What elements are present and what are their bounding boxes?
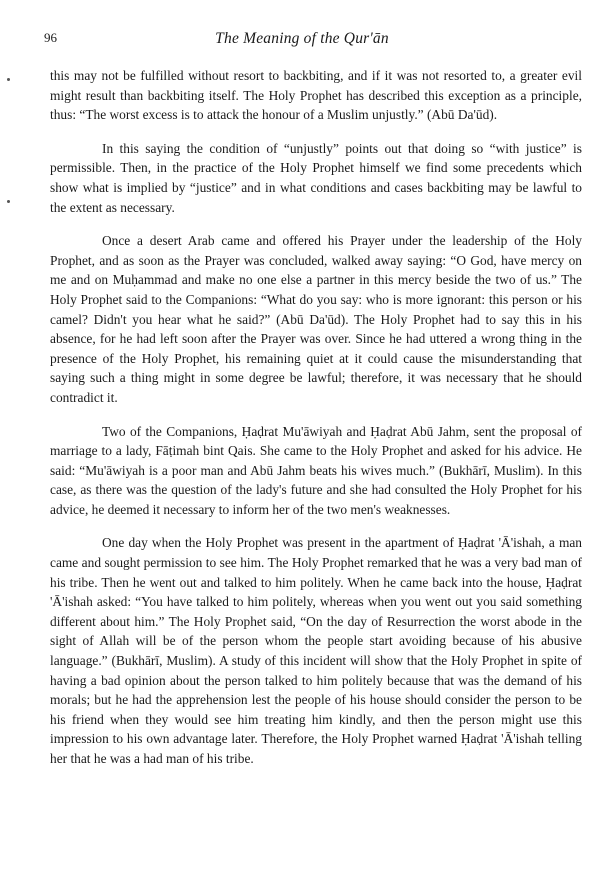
paragraph: One day when the Holy Prophet was present in the apartment of Ḥaḍrat 'Ā'ishah, a man came and sought permission to see him. The Holy Prophet remarked that he was a very bad man of his tribe. Then he went out and talked to him politely. When he came back into the house, Ḥaḍrat 'Ā'ishah asked: “You have talked to him politely, whereas when you went out you said something different about him.” The Holy Prophet said, “On the day of Resurrection the worst abode in the sight of Allah will be of the person whom the people start avoiding because of his abusive language.” (Bukhārī, Muslim). A study of this incident will show that the Holy Prophet in spite of having a bad opinion about the person talked to him politely because that was the demand of his morals; but he had the apprehension lest the people of his house should consider the person to be his friend when they would see him treating him kindly, and then the person might use this impression to his own advantage later. Therefore, the Holy Prophet warned Ḥaḍrat 'Ā'ishah telling her that he was a had man of his tribe.: [50, 535, 582, 766]
running-title: The Meaning of the Qur'ān: [215, 30, 389, 47]
page-header: [44, 30, 560, 56]
paragraph: Two of the Companions, Ḥaḍrat Mu'āwiyah and Ḥaḍrat Abū Jahm, sent the proposal of marriage to a lady, Fāṭimah bint Qais. She came to the Holy Prophet and asked for his advice. He said: “Mu'āwiyah is a poor man and Abū Jahm beats his wives much.” (Bukhārī, Muslim). In this case, as there was the question of the lady's future and she had consulted the Holy Prophet for his advice, he deemed it necessary to inform her of the two men's weaknesses.: [50, 423, 582, 517]
paragraph: Once a desert Arab came and offered his Prayer under the leadership of the Holy Prophet, and as soon as the Prayer was concluded, walked away saying: “O God, have mercy on me and on Muḥammad and make no one else a partner in this mercy beside the two of us.” The Holy Prophet said to the Companions: “What do you say: who is more ignorant: this person or his camel? Didn't you hear what he said?” (Abū Da'ūd). The Holy Prophet had to say this in his absence, for he had left soon after the Prayer was over. Since he had uttered a wrong thing in the presence of the Holy Prophet, his remaining quiet at it could cause the misunderstanding that saying such a thing might in some degree be lawful; therefore, it was necessary that he should contradict it.: [50, 233, 582, 405]
body-text: [50, 66, 582, 783]
page-number: 96: [44, 30, 57, 45]
margin-speck: [7, 78, 10, 81]
margin-speck: [7, 200, 10, 203]
paragraph: In this saying the condition of “unjustly” points out that doing so “with justice” is permissible. Then, in the practice of the Holy Prophet himself we find some precedents which show what is implied by “justice” and in what conditions and cases backbiting may be lawful to the extent as necessary.: [50, 140, 582, 215]
paragraph: this may not be fulfilled without resort to backbiting, and if it was not resorted to, a greater evil might result than backbiting itself. The Holy Prophet has described this exception as a principle, thus: “The worst excess is to attack the honour of a Muslim unjustly.” (Abū Da'ūd).: [50, 68, 582, 123]
